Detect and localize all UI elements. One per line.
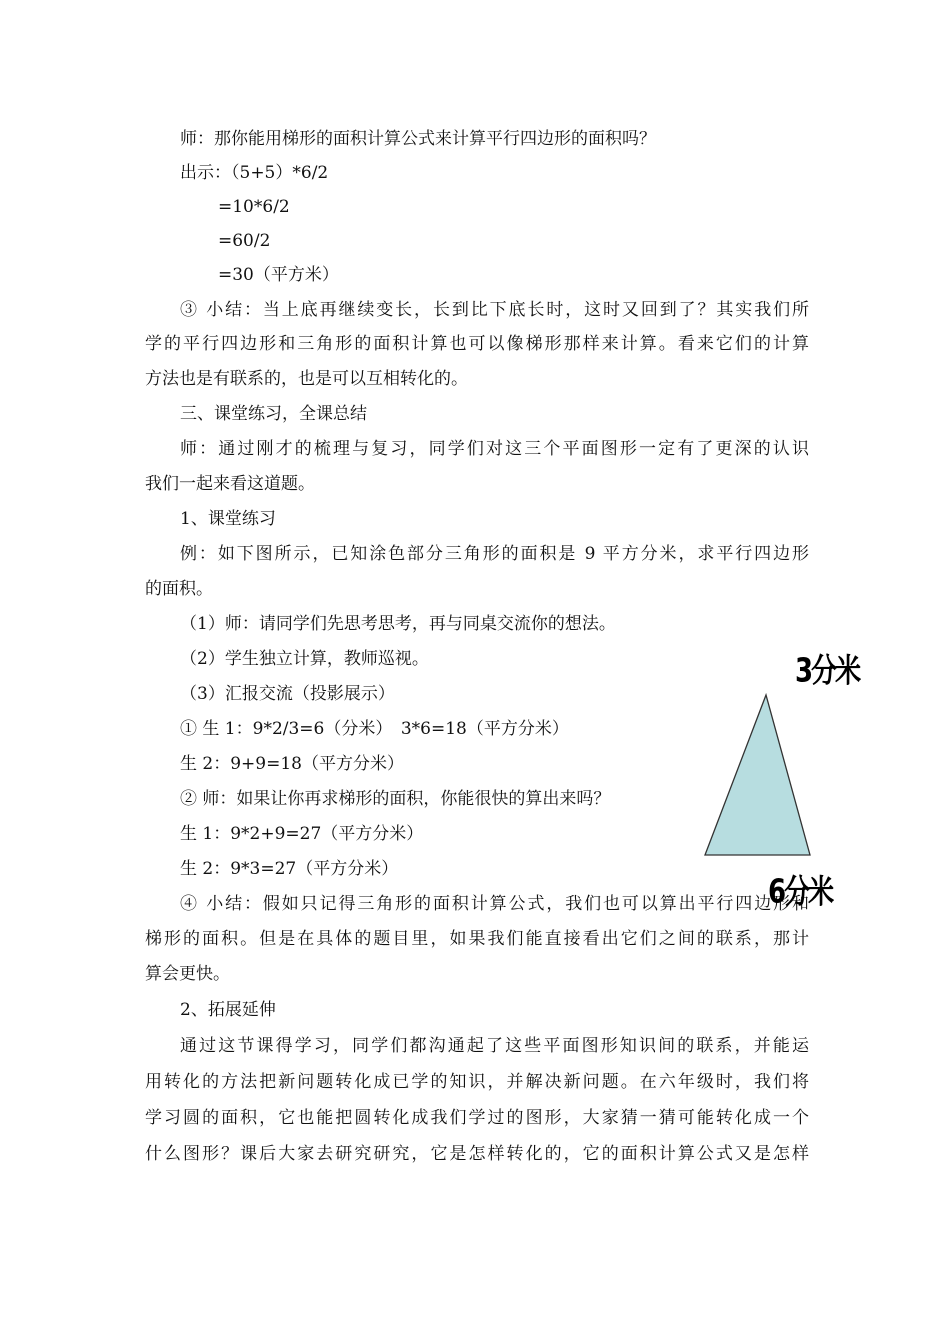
paragraph-line: （1）师：请同学们先思考思考，再与同桌交流你的想法。 — [180, 614, 616, 634]
triangle-figure — [700, 690, 830, 865]
paragraph-line: ① 生 1：9*2/3=6（分米） 3*6=18（平方分米） — [180, 719, 569, 739]
formula-line: =10*6/2 — [218, 197, 290, 217]
paragraph-line: 生 1：9*2+9=27（平方分米） — [180, 824, 424, 844]
paragraph-line: 什么图形？课后大家去研究研究，它是怎样转化的，它的面积计算公式又是怎样 — [145, 1144, 809, 1164]
paragraph-line: 师：通过刚才的梳理与复习，同学们对这三个平面图形一定有了更深的认识 — [180, 439, 809, 459]
paragraph-line: 通过这节课得学习，同学们都沟通起了这些平面图形知识间的联系，并能运 — [180, 1036, 809, 1056]
paragraph-line: （3）汇报交流（投影展示） — [180, 684, 395, 704]
paragraph-line: 我们一起来看这道题。 — [145, 474, 315, 494]
paragraph-line: 学习圆的面积，它也能把圆转化成我们学过的图形，大家猜一猜可能转化成一个 — [145, 1108, 809, 1128]
paragraph-line: 例：如下图所示，已知涂色部分三角形的面积是 9 平方分米，求平行四边形 — [180, 544, 809, 564]
subsection-heading: 1、课堂练习 — [180, 509, 276, 529]
shaded-triangle — [705, 695, 810, 855]
paragraph-line: 用转化的方法把新问题转化成已学的知识，并解决新问题。在六年级时，我们将 — [145, 1072, 809, 1092]
paragraph-line: 梯形的面积。但是在具体的题目里，如果我们能直接看出它们之间的联系，那计 — [145, 929, 809, 949]
paragraph-line: 的面积。 — [145, 579, 213, 599]
triangle-height-label: 3分米 — [795, 652, 860, 690]
paragraph-line: 生 2：9+9=18（平方分米） — [180, 754, 404, 774]
paragraph-line: 师：那你能用梯形的面积计算公式来计算平行四边形的面积吗？ — [180, 129, 656, 149]
formula-line: =30（平方米） — [218, 265, 339, 285]
paragraph-line: 学的平行四边形和三角形的面积计算也可以像梯形那样来计算。看来它们的计算 — [145, 334, 809, 354]
triangle-base-label: 6分米 — [768, 873, 833, 911]
subsection-heading: 2、拓展延伸 — [180, 1000, 276, 1020]
paragraph-line: 出示：（5+5）*6/2 — [180, 163, 329, 183]
paragraph-line: 方法也是有联系的，也是可以互相转化的。 — [145, 369, 468, 389]
paragraph-line: ③ 小结：当上底再继续变长，长到比下底长时，这时又回到了？其实我们所 — [180, 300, 809, 320]
paragraph-line: ② 师：如果让你再求梯形的面积，你能很快的算出来吗？ — [180, 789, 611, 809]
paragraph-line: （2）学生独立计算，教师巡视。 — [180, 649, 429, 669]
formula-line: =60/2 — [218, 231, 271, 251]
paragraph-line: 生 2：9*3=27（平方分米） — [180, 859, 399, 879]
paragraph-line: 算会更快。 — [145, 964, 230, 984]
section-heading: 三、课堂练习，全课总结 — [180, 404, 367, 424]
paragraph-line: ④ 小结：假如只记得三角形的面积计算公式，我们也可以算出平行四边形和 — [180, 894, 809, 914]
